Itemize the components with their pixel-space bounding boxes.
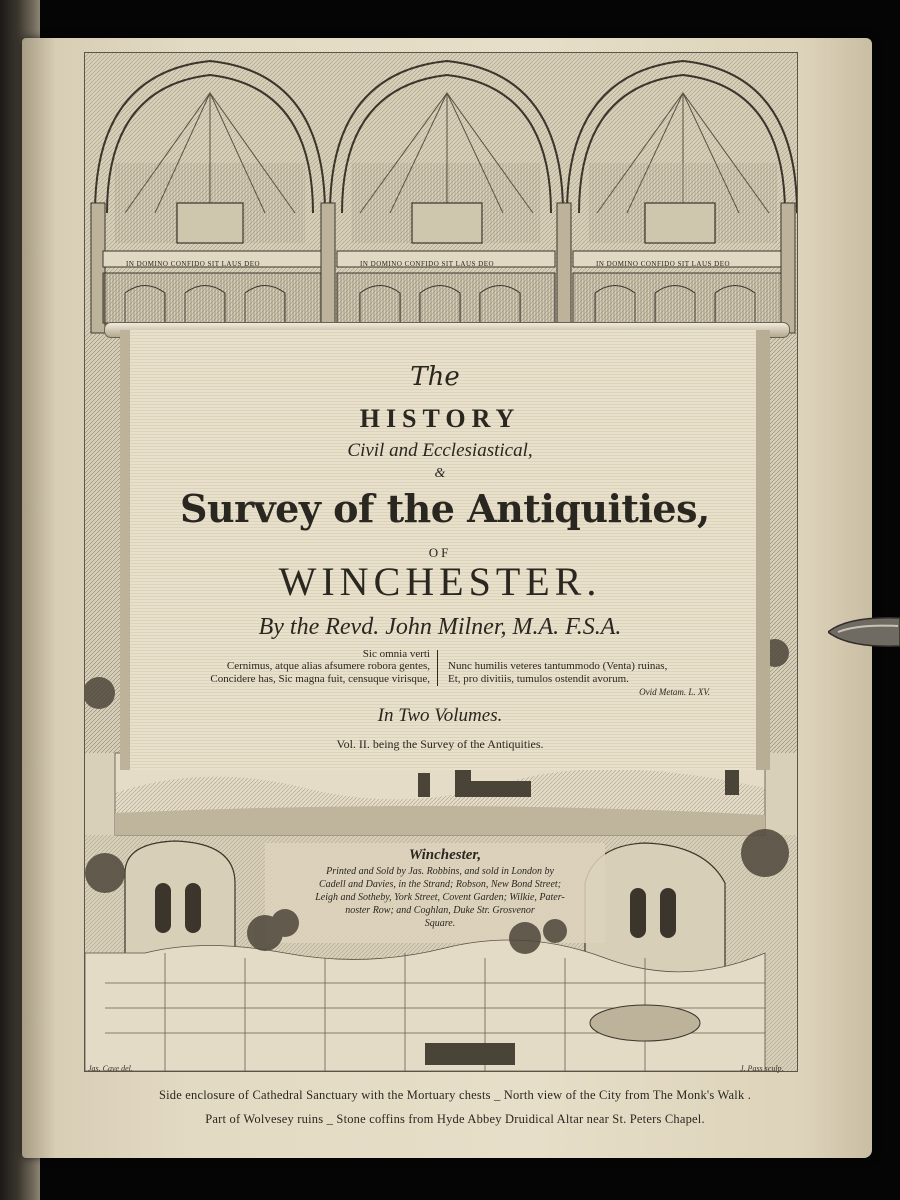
imprint-line-4: noster Row; and Coghlan, Duke Str. Grosvenor xyxy=(345,905,535,916)
inscription-band-2: IN DOMINO CONFIDO SIT LAUS DEO xyxy=(360,260,495,268)
engraver-credit: J. Pass sculp. xyxy=(740,1064,784,1073)
imprint-place: Winchester, xyxy=(408,847,482,863)
title-the: The xyxy=(410,362,460,392)
epigraph-divider xyxy=(437,650,438,686)
volumes-statement: In Two Volumes. xyxy=(377,705,503,726)
artist-credit: Jas. Cave del. xyxy=(88,1064,133,1073)
title-of: OF xyxy=(428,545,452,560)
author-line: By the Revd. John Milner, M.A. F.S.A. xyxy=(258,614,622,640)
plate-caption-line-1: Side enclosure of Cathedral Sanctuary with the Mortuary chests _ North view of the City from The Monk's Walk . xyxy=(158,1088,752,1102)
title-civil: Civil and Ecclesiastical, xyxy=(347,440,533,461)
title-survey: Survey of the Antiquities, xyxy=(180,486,710,531)
epigraph-line-1: Cernimus, atque alias afsumere robora gentes, xyxy=(226,660,430,672)
epigraph-line-0: Sic omnia verti xyxy=(362,648,430,660)
volume-two-statement: Vol. II. being the Survey of the Antiquities. xyxy=(336,737,544,751)
epigraph-source: Ovid Metam. L. XV. xyxy=(639,687,710,697)
inscription-band-3: IN DOMINO CONFIDO SIT LAUS DEO xyxy=(596,260,731,268)
inscription-band-1: IN DOMINO CONFIDO SIT LAUS DEO xyxy=(126,260,261,268)
title-history: HISTORY xyxy=(359,404,521,433)
title-winchester: WINCHESTER. xyxy=(278,559,602,604)
imprint-line-1: Printed and Sold by Jas. Robbins, and sold in London by xyxy=(326,866,554,877)
epigraph-line-3: Nunc humilis veteres tantummodo (Venta) ruinas, xyxy=(448,660,668,672)
title-ampersand: & xyxy=(434,466,446,481)
imprint-line-5: Square. xyxy=(424,918,456,929)
epigraph-line-4: Et, pro divitiis, tumulos ostendit avorum. xyxy=(448,673,629,685)
epigraph-line-2: Concidere has, Sic magna fuit, censuque virisque, xyxy=(210,673,430,685)
imprint-line-2: Cadell and Davies, in the Strand; Robson, New Bond Street; xyxy=(318,879,562,890)
plate-caption-line-2: Part of Wolvesey ruins _ Stone coffins from Hyde Abbey Druidical Altar near St. Peters Chapel. xyxy=(205,1112,705,1126)
page-marker-tab xyxy=(828,612,900,652)
imprint-line-3: Leigh and Sotheby, York Street, Covent Garden; Wilkie, Pater- xyxy=(315,892,565,903)
